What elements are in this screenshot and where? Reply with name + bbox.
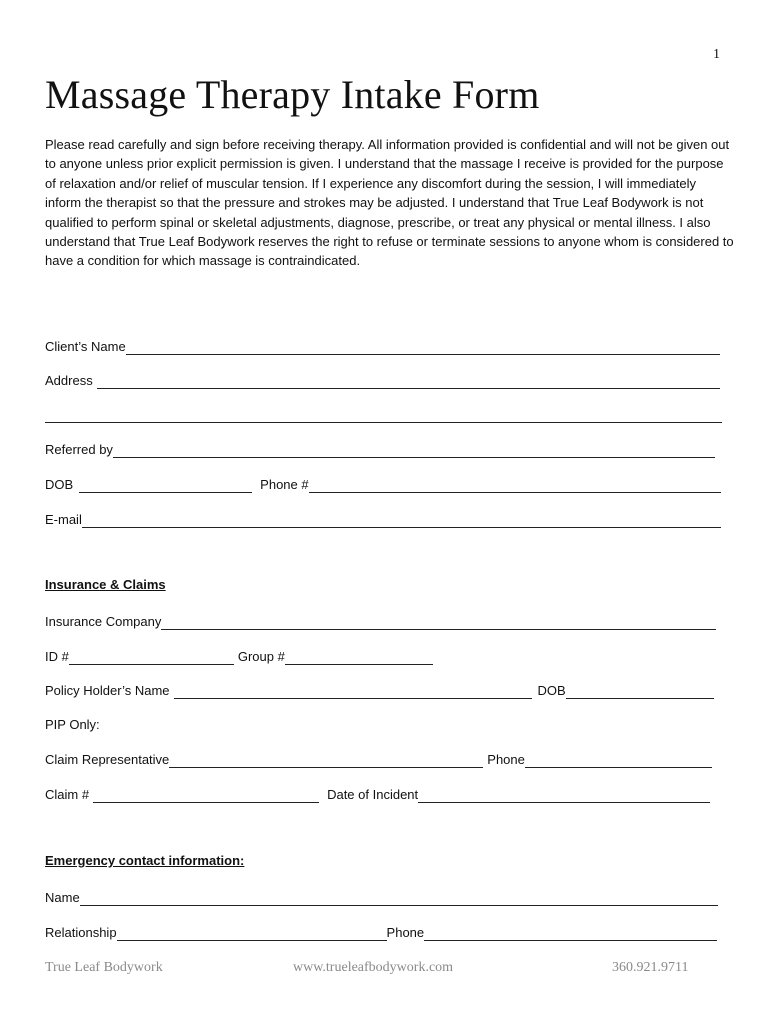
claim-number-row xyxy=(45,785,710,803)
footer-phone: 360.921.9711 xyxy=(612,960,689,975)
pip-only-label: PIP Only: xyxy=(45,717,100,732)
referred-row xyxy=(45,440,715,458)
id-group-row xyxy=(45,647,433,665)
emergency-name-row xyxy=(45,888,718,906)
id-label: ID # xyxy=(45,649,69,664)
dob-phone-row xyxy=(45,475,721,493)
incident-date-field[interactable] xyxy=(418,788,710,803)
client-name-row xyxy=(45,337,720,355)
address-line2-row xyxy=(45,405,722,423)
policy-holder-dob-field[interactable] xyxy=(566,684,714,699)
insurance-heading: Insurance & Claims xyxy=(45,577,166,592)
group-field[interactable] xyxy=(285,650,433,665)
phone-field[interactable] xyxy=(309,478,721,493)
claim-rep-field[interactable] xyxy=(169,753,483,768)
incident-date-label: Date of Incident xyxy=(327,787,419,802)
page-title: Massage Therapy Intake Form xyxy=(45,72,540,117)
emergency-heading: Emergency contact information: xyxy=(45,853,245,868)
claim-phone-field[interactable] xyxy=(525,753,712,768)
policy-holder-label: Policy Holder’s Name xyxy=(45,683,170,698)
dob-label: DOB xyxy=(45,477,74,492)
claim-rep-label: Claim Representative xyxy=(45,752,170,767)
policy-holder-field[interactable] xyxy=(174,684,532,699)
relationship-label: Relationship xyxy=(45,925,117,940)
address-line2-field[interactable] xyxy=(45,408,722,423)
phone-label: Phone # xyxy=(260,477,309,492)
pip-row xyxy=(45,715,100,733)
insurance-company-row xyxy=(45,612,716,630)
address-field[interactable] xyxy=(97,374,720,389)
page-number: 1 xyxy=(713,47,720,62)
footer-website[interactable]: www.trueleafbodywork.com xyxy=(293,960,454,975)
claim-number-label: Claim # xyxy=(45,787,90,802)
id-field[interactable] xyxy=(69,650,234,665)
client-name-field[interactable] xyxy=(126,340,720,355)
relationship-row xyxy=(45,923,717,941)
group-label: Group # xyxy=(237,649,285,664)
emergency-name-field[interactable] xyxy=(80,891,718,906)
insurance-company-label: Insurance Company xyxy=(45,614,162,629)
emergency-phone-label: Phone xyxy=(386,925,425,940)
referred-by-label: Referred by xyxy=(45,442,113,457)
dob-field[interactable] xyxy=(79,478,252,493)
footer-business: True Leaf Bodywork xyxy=(45,960,163,975)
claim-phone-label: Phone xyxy=(487,752,525,767)
address-row xyxy=(45,371,720,389)
email-row xyxy=(45,510,721,528)
client-name-label: Client’s Name xyxy=(45,339,126,354)
emergency-name-label: Name xyxy=(45,890,80,905)
relationship-field[interactable] xyxy=(117,926,387,941)
email-label: E-mail xyxy=(45,512,82,527)
claim-rep-row xyxy=(45,750,712,768)
policy-holder-row xyxy=(45,681,714,699)
insurance-company-field[interactable] xyxy=(161,615,716,630)
email-field[interactable] xyxy=(82,513,721,528)
referred-by-field[interactable] xyxy=(113,443,715,458)
claim-number-field[interactable] xyxy=(93,788,319,803)
address-label: Address xyxy=(45,373,93,388)
intro-paragraph: Please read carefully and sign before receiving therapy. All information provided is confidential and will not be given out to anyone unless prior explicit permission is given. I understand that the massage I receive is provided for the purpose of relaxation and/or relief of muscular tension. If I experience any discomfort during the session, I will immediately inform the therapist so that the pressure and strokes may be adjusted. I understand that True Leaf Bodywork is not qualified to perform spinal or skeletal adjustments, diagnose, prescribe, or treat any physical or mental illness. I also understand that True Leaf Bodywork reserves the right to refuse or terminate sessions to anyone whom is considered to have a condition for which massage is contraindicated. xyxy=(45,137,734,269)
policy-holder-dob-label: DOB xyxy=(537,683,566,698)
emergency-phone-field[interactable] xyxy=(424,926,717,941)
